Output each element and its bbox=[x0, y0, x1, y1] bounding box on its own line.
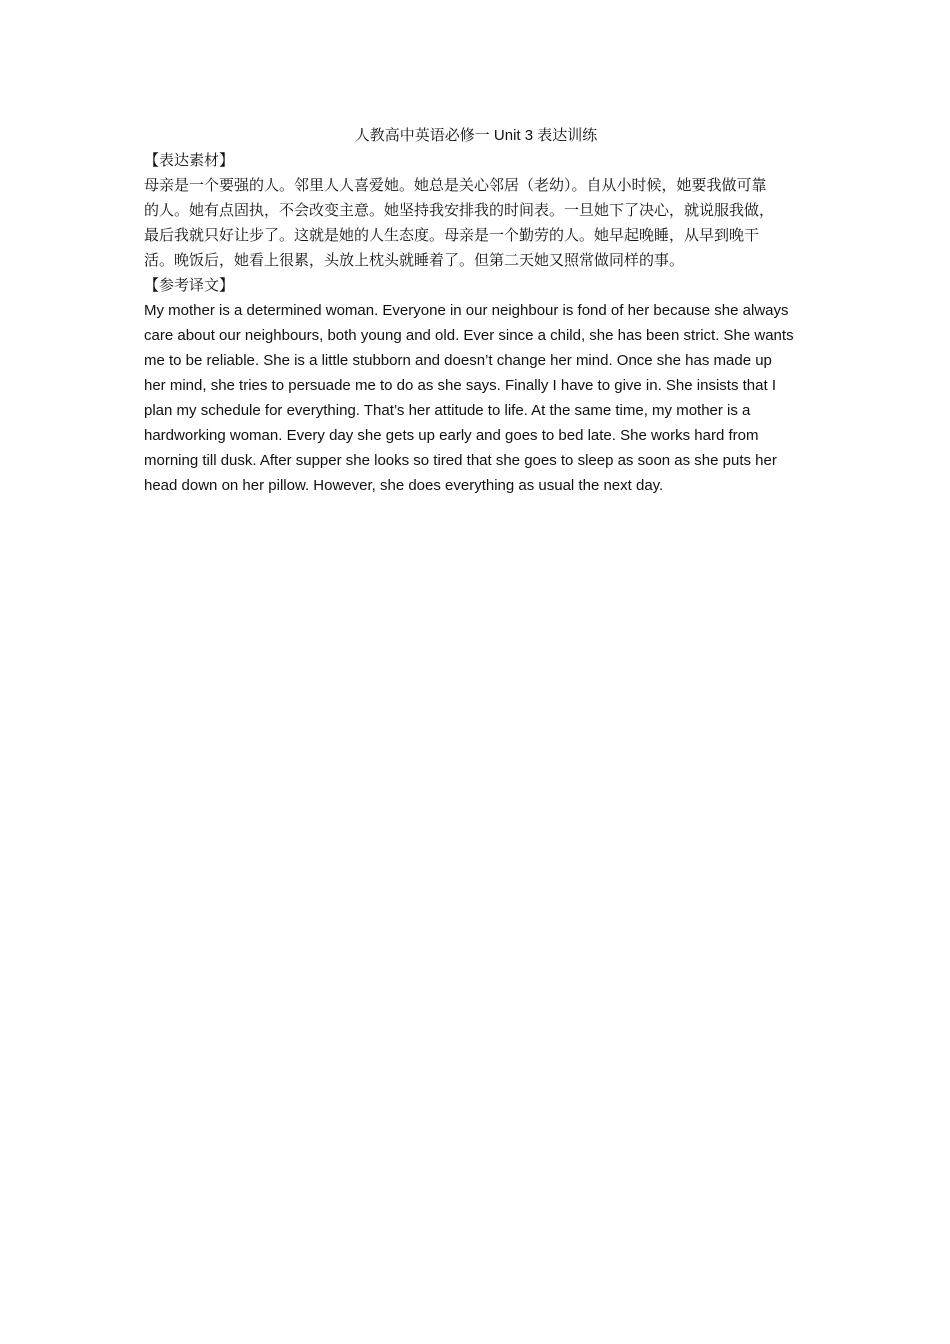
section-heading-expression-material: 【表达素材】 bbox=[144, 151, 235, 169]
chinese-paragraph bbox=[144, 173, 808, 273]
chinese-paragraph-line: 最后我就只好让步了。这就是她的人生态度。母亲是一个勤劳的人。她早起晚睡，从早到晚干 bbox=[144, 226, 760, 244]
english-paragraph-line: plan my schedule for everything. That’s her attitude to life. At the same time, my mother is a bbox=[144, 402, 751, 419]
english-paragraph bbox=[144, 298, 808, 498]
english-paragraph-line: My mother is a determined woman. Everyone in our neighbour is fond of her because she always bbox=[144, 302, 789, 319]
english-paragraph-line: care about our neighbours, both young and old. Ever since a child, she has been strict. She wants bbox=[144, 327, 794, 344]
chinese-paragraph-line: 母亲是一个要强的人。邻里人人喜爱她。她总是关心邻居（老幼）。自从小时候，她要我做可靠 bbox=[144, 176, 767, 194]
english-paragraph-line: me to be reliable. She is a little stubborn and doesn’t change her mind. Once she has made up bbox=[144, 352, 772, 369]
english-paragraph-line: her mind, she tries to persuade me to do as she says. Finally I have to give in. She insists that I bbox=[144, 377, 776, 394]
english-paragraph-line: hardworking woman. Every day she gets up early and goes to bed late. She works hard from bbox=[144, 427, 759, 444]
section-heading-reference-translation: 【参考译文】 bbox=[144, 276, 235, 294]
document-title bbox=[144, 122, 808, 148]
chinese-paragraph-line: 的人。她有点固执，不会改变主意。她坚持我安排我的时间表。一旦她下了决心，就说服我做， bbox=[144, 201, 775, 219]
chinese-paragraph-line: 活。晚饭后，她看上很累，头放上枕头就睡着了。但第二天她又照常做同样的事。 bbox=[144, 251, 685, 269]
document-page bbox=[144, 122, 808, 498]
title-chinese-suffix: 表达训练 bbox=[537, 126, 598, 144]
english-paragraph-line: morning till dusk. After supper she looks so tired that she goes to sleep as soon as she puts her bbox=[144, 452, 777, 469]
title-chinese-prefix: 人教高中英语必修一 bbox=[354, 126, 490, 144]
english-paragraph-line: head down on her pillow. However, she does everything as usual the next day. bbox=[144, 477, 664, 494]
title-unit-label: Unit 3 bbox=[489, 127, 538, 144]
